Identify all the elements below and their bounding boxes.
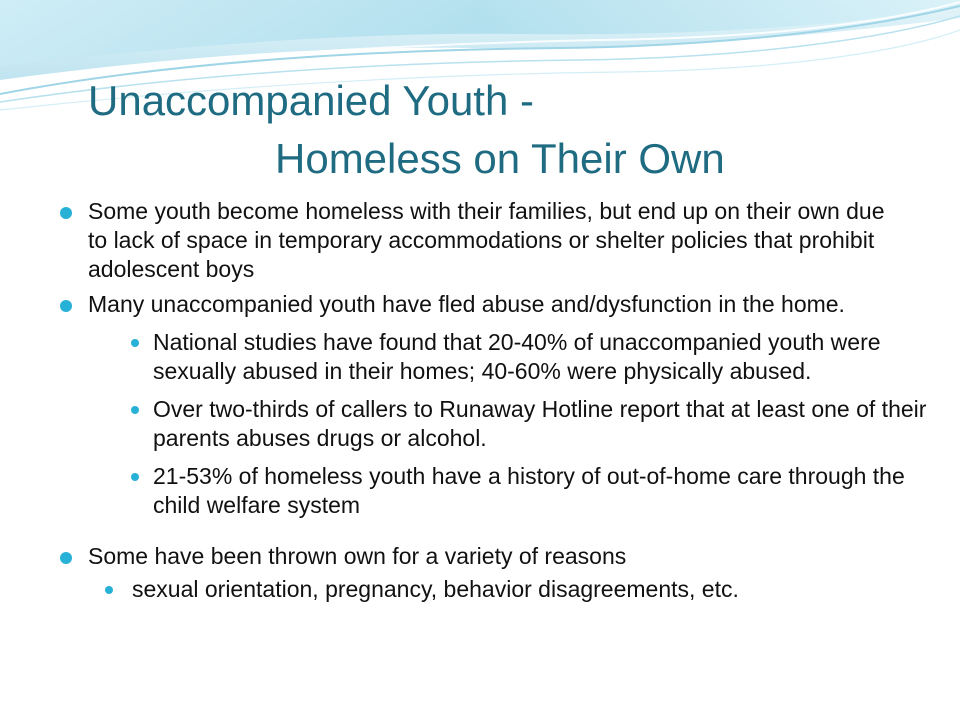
- sub-bullet-item: [0, 462, 960, 520]
- bullet-dot-icon: [60, 300, 72, 312]
- bullet-text: Some youth become homeless with their families, but end up on their own due to lack of space in temporary accommodations or shelter policies that prohibit adolescent boys: [88, 198, 885, 282]
- bullet-dot-icon: [60, 207, 72, 219]
- title-line-2: Homeless on Their Own: [275, 135, 725, 182]
- sub-bullet-item: [0, 328, 960, 386]
- bullet-text: 21-53% of homeless youth have a history of out-of-home care through the child welfare system: [153, 463, 905, 518]
- bullet-list: [0, 197, 960, 604]
- bullet-text: sexual orientation, pregnancy, behavior disagreements, etc.: [132, 576, 739, 602]
- bullet-item: [0, 542, 960, 571]
- bullet-dot-icon: [131, 406, 139, 414]
- sub-bullet-item: [0, 575, 960, 604]
- bullet-dot-icon: [60, 552, 72, 564]
- bullet-dot-icon: [131, 339, 139, 347]
- slide-title: [0, 72, 960, 188]
- title-line-1: Unaccompanied Youth -: [88, 77, 534, 124]
- bullet-dot-icon: [131, 473, 139, 481]
- bullet-text: National studies have found that 20-40% of unaccompanied youth were sexually abused in their homes; 40-60% were physically abused.: [153, 329, 881, 384]
- bullet-item: [0, 290, 960, 319]
- bullet-text: Some have been thrown own for a variety of reasons: [88, 543, 627, 569]
- bullet-text: Over two-thirds of callers to Runaway Hotline report that at least one of their parents abuses drugs or alcohol.: [153, 396, 927, 451]
- bullet-item: [0, 197, 960, 284]
- bullet-dot-icon: [105, 586, 113, 594]
- sub-bullet-item: [0, 395, 960, 453]
- bullet-text: Many unaccompanied youth have fled abuse and/dysfunction in the home.: [88, 291, 845, 317]
